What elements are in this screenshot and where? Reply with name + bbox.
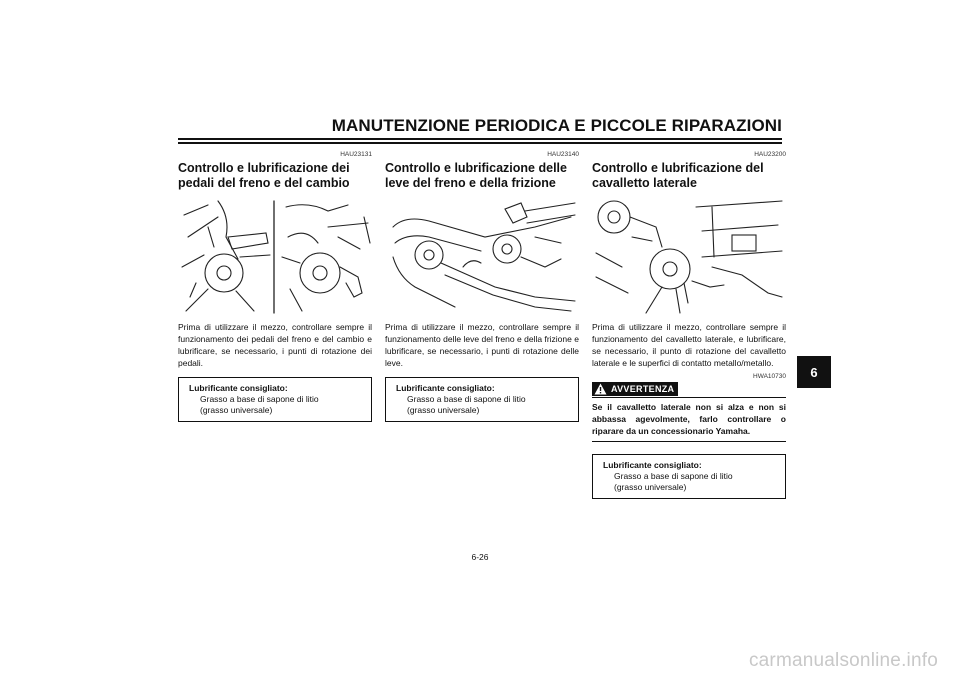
section-body: Prima di utilizzare il mezzo, controllare sempre il funzionamento delle leve del freno e della frizione e lubrificare, se necessario, i punti di rotazione delle leve. xyxy=(385,322,579,368)
section-pedals xyxy=(178,150,372,422)
warning-header xyxy=(592,382,786,398)
lubricant-line: (grasso universale) xyxy=(200,405,273,415)
header-double-rule xyxy=(178,138,782,144)
section-body: Prima di utilizzare il mezzo, controllare sempre il funzionamento del cavalletto laterale, e lubrificare, se necessario, il punto di rotazione del cavalletto laterale e le superfici di contatto metallo/metallo. xyxy=(592,322,786,368)
lubricant-title: Lubrificante consigliato: xyxy=(396,383,495,393)
lubricant-line: Grasso a base di sapone di litio xyxy=(614,471,733,481)
watermark: carmanualsonline.info xyxy=(748,650,938,671)
lubricant-title: Lubrificante consigliato: xyxy=(603,460,702,470)
warning-label: AVVERTENZA xyxy=(611,384,675,394)
lubricant-line: (grasso universale) xyxy=(614,482,687,492)
lubricant-box xyxy=(178,377,372,422)
lubricant-box xyxy=(385,377,579,422)
warning-text: Se il cavalletto laterale non si alza e non si abbassa agevolmente, farlo controllare o riparare da un concessionario Yamaha. xyxy=(592,401,786,442)
section-sidestand xyxy=(592,150,786,499)
section-heading: Controllo e lubrificazione delle leve del freno e della frizione xyxy=(385,161,567,190)
page-number: 6-26 xyxy=(471,552,489,562)
page-title: MANUTENZIONE PERIODICA E PICCOLE RIPARAZIONI xyxy=(331,116,782,135)
section-code: HAU23200 xyxy=(754,151,786,158)
warning-badge xyxy=(592,382,678,396)
section-heading: Controllo e lubrificazione del cavalletto laterale xyxy=(592,161,764,190)
levers-illustration xyxy=(385,197,579,315)
lubricant-line: (grasso universale) xyxy=(407,405,480,415)
section-heading: Controllo e lubrificazione dei pedali del freno e del cambio xyxy=(178,161,350,190)
section-code: HAU23131 xyxy=(340,151,372,158)
lubricant-box xyxy=(592,454,786,499)
lubricant-line: Grasso a base di sapone di litio xyxy=(407,394,526,404)
pedals-illustration xyxy=(178,197,372,315)
sidestand-illustration xyxy=(592,197,786,315)
warning-triangle-icon xyxy=(594,383,607,395)
section-body: Prima di utilizzare il mezzo, controllare sempre il funzionamento dei pedali del freno e del cambio e lubrificare, se necessario, i punti di rotazione dei pedali. xyxy=(178,322,372,368)
lubricant-line: Grasso a base di sapone di litio xyxy=(200,394,319,404)
section-levers xyxy=(385,150,579,422)
warning-code: HWA10730 xyxy=(753,373,786,380)
chapter-tab[interactable]: 6 xyxy=(797,356,831,388)
lubricant-title: Lubrificante consigliato: xyxy=(189,383,288,393)
section-code: HAU23140 xyxy=(547,151,579,158)
